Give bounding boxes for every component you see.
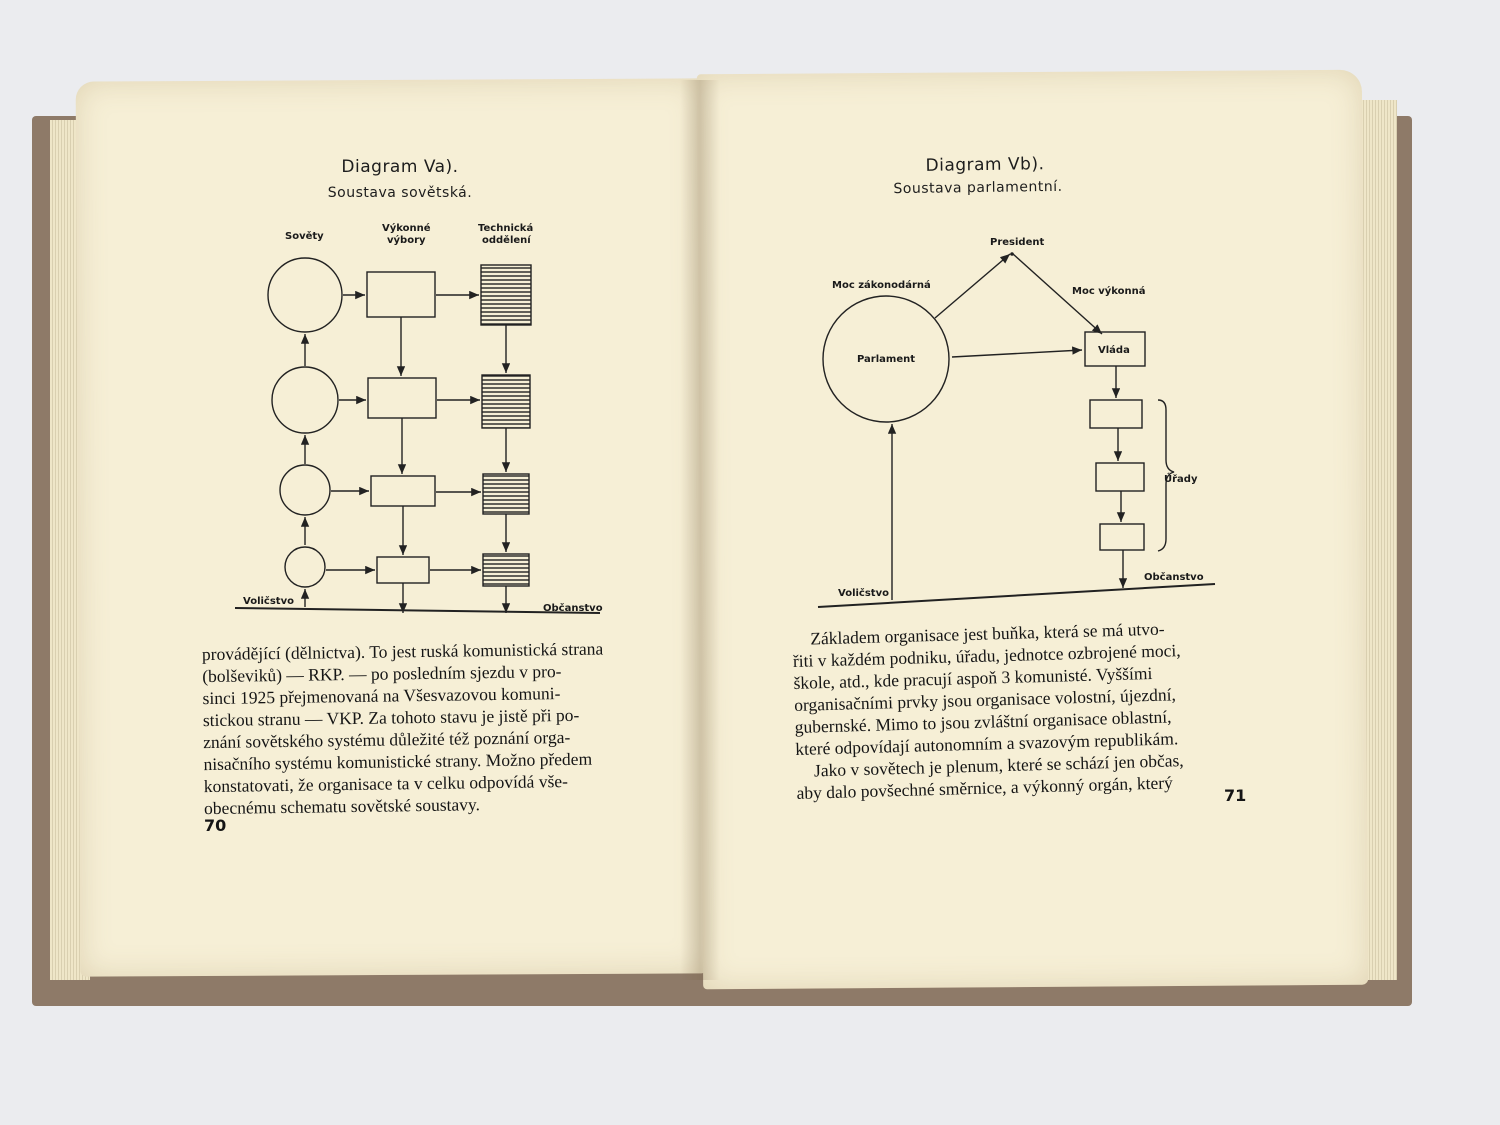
label-parlament: Parlament [857,354,916,365]
text-line: Jako v sovětech je plenum, které se schází jen občas, [813,750,1184,781]
right-body-text [792,615,1257,804]
text-line: Základem organisace jest buňka, která se má utvo- [810,618,1165,649]
text-line: stickou stranu — VKP. Za tohoto stavu je jistě při po- [202,704,580,731]
text-line: nisačního systému komunistické strany. Možno předem [203,748,593,775]
right-page-number: 71 [1224,786,1247,805]
right-diagram-title: Diagram Vb). [925,154,1045,176]
text-line: škole, atd., kde pracují aspoň 3 komunisté. Vyššími [793,662,1153,693]
text-line: gubernské. Mimo to jsou zvláštní organisace oblastní, [794,706,1172,737]
left-body-text [202,637,649,819]
text-line: provádějící (dělnictva). To jest ruská komunistická strana [201,638,604,665]
label-obcanstvo-left: Občanstvo [543,603,603,614]
text-line: řiti v každém podniku, úřadu, jednotce ozbrojené moci, [792,640,1181,671]
text-line: (bolševiků) — RKP. — po posledním sjezdu v pro- [202,661,562,687]
label-obcanstvo-right: Občanstvo [1144,572,1204,583]
label-sovety: Sověty [285,231,324,242]
text-line: které odpovídají autonomním a svazovým republikám. [795,728,1179,759]
label-technicka: Technická [478,223,534,234]
text-line: znání sovětského systému důležité též poznání orga- [203,726,571,753]
left-diagram-subtitle: Soustava sovětská. [327,185,473,201]
label-president: President [990,237,1045,248]
text-line: organisačními prvky jsou organisace volostní, újezdní, [793,684,1177,715]
label-urady: Úřady [1164,474,1198,485]
text-line: sinci 1925 přejmenovaná na Všesvazovou komuni- [202,683,561,709]
text-line: obecnému schematu sovětské soustavy. [203,794,481,819]
label-vybory: výbory [387,235,426,246]
right-diagram-subtitle: Soustava parlamentní. [893,178,1063,198]
label-vlada: Vláda [1098,345,1130,356]
label-moc-vykonna: Moc výkonná [1072,286,1146,297]
left-page-number: 70 [204,816,227,835]
label-oddeleni: oddělení [482,235,531,246]
left-diagram-title: Diagram Va). [341,157,459,177]
label-volicstvo-left: Voličstvo [243,596,294,607]
text-line: aby dalo povšechné směrnice, a výkonný orgán, který [796,772,1174,803]
gutter-shadow [680,80,720,980]
label-vykonne: Výkonné [382,223,431,234]
soviet-system-diagram [225,215,625,620]
text-line: konstatovati, že organisace ta v celku odpovídá vše- [203,771,569,797]
label-volicstvo-right: Voličstvo [838,588,889,599]
label-moc-zakonodarna: Moc zákonodárná [832,280,931,291]
parliamentary-system-diagram [810,228,1230,613]
